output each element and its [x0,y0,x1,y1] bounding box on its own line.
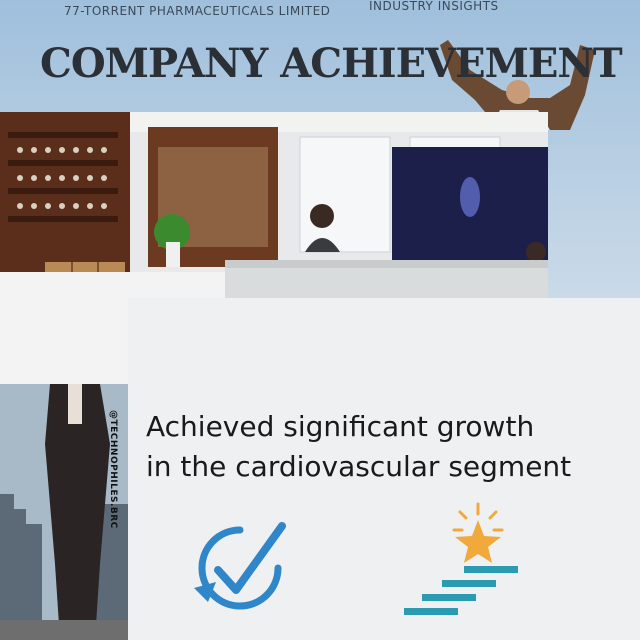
achievement-line-2: in the cardiovascular segment [146,450,572,483]
section-label: INDUSTRY INSIGHTS [369,0,499,13]
achievement-line-1: Achieved significant growth [146,410,535,443]
company-name: 77-TORRENT PHARMACEUTICALS LIMITED [64,4,331,18]
stairs-star-icon [398,500,528,620]
watermark: @TECHNOPHILES.BRC [108,410,118,529]
page-title: COMPANY ACHIEVEMENT [40,40,622,87]
achievement-text [146,407,626,487]
refresh-check-icon [190,518,290,618]
panel-top-extension [548,298,640,384]
